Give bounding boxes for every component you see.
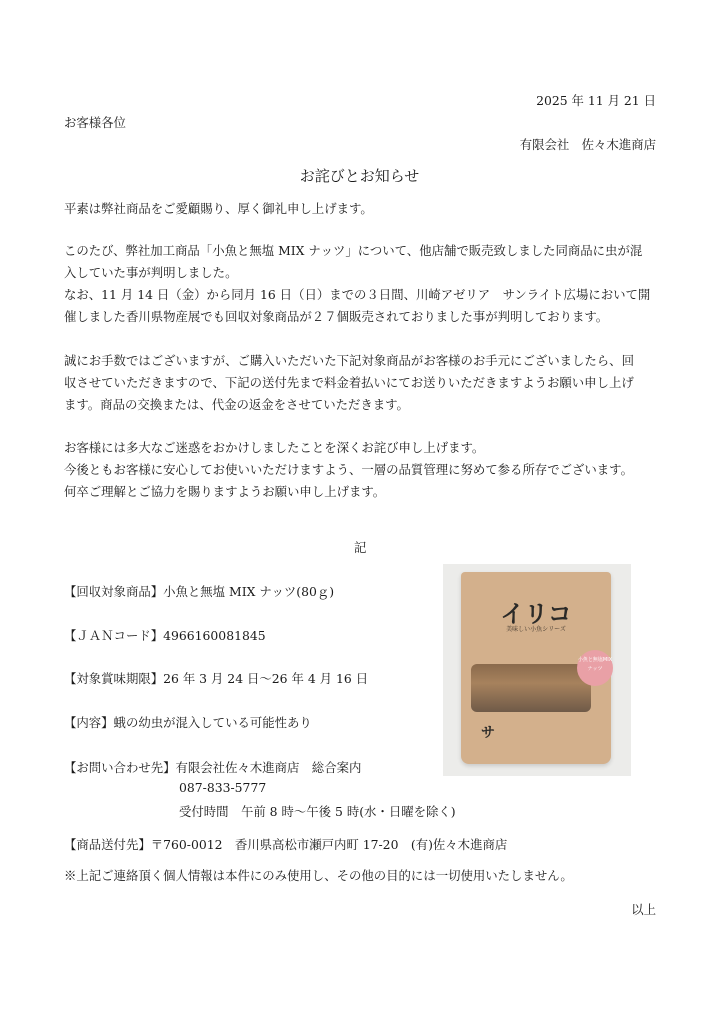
- return-request-paragraph: [64, 350, 664, 416]
- ki-heading: 記: [354, 540, 367, 555]
- paragraph-line: お客様には多大なご迷惑をおかけしましたことを深くお詫び申し上げます。: [64, 440, 485, 455]
- bag-logo: サ: [481, 725, 495, 741]
- apology-paragraph: [64, 437, 664, 503]
- recall-content: 【内容】蛾の幼虫が混入している可能性あり: [64, 715, 312, 730]
- document-title: お詫びとお知らせ: [299, 167, 420, 185]
- paragraph-line: 誠にお手数ではございますが、ご購入いただいた下記対象商品がお客様のお手元にございましたら、回: [64, 353, 634, 368]
- contact-hours: 受付時間 午前 8 時〜午後 5 時(水・日曜を除く): [179, 804, 456, 819]
- bag-subtitle: 美味しい小魚シリーズ: [506, 626, 566, 633]
- bag-window: [471, 664, 591, 712]
- closing-mark: 以上: [631, 902, 656, 917]
- recall-product: 【回収対象商品】小魚と無塩 MIX ナッツ(80ｇ): [64, 584, 335, 599]
- jan-code: 【ＪＡＮコード】4966160081845: [64, 628, 266, 643]
- product-photo: [443, 564, 631, 776]
- paragraph-line: 収させていただきますので、下記の送付先まで料金着払いにてお送りいただきますようお願い申し上げ: [64, 375, 634, 390]
- paragraph-line: このたび、弊社加工商品「小魚と無塩 MIX ナッツ」について、他店舗で販売致しました同商品に虫が混: [64, 243, 643, 258]
- greeting-line: 平素は弊社商品をご愛顧賜り、厚く御礼申し上げます。: [64, 201, 373, 216]
- greeting-paragraph: [64, 198, 664, 220]
- contact-info: 【お問い合わせ先】有限会社佐々木進商店 総合案内: [64, 760, 362, 775]
- incident-paragraph: [64, 240, 664, 328]
- paragraph-line: ます。商品の交換または、代金の返金をさせていただきます。: [64, 397, 409, 412]
- addressee: お客様各位: [64, 115, 126, 130]
- document-date: 2025 年 11 月 21 日: [536, 93, 656, 108]
- shipping-address: 【商品送付先】〒760-0012 香川県高松市瀬戸内町 17-20 (有)佐々木進商店: [64, 837, 508, 852]
- paragraph-line: なお、11 月 14 日（金）から同月 16 日（日）までの３日間、川崎アゼリア サンライト広場において開: [64, 287, 651, 302]
- paragraph-line: 入していた事が判明しました。: [64, 265, 238, 280]
- company-name: 有限会社 佐々木進商店: [519, 137, 656, 152]
- paragraph-line: 何卒ご理解とご協力を賜りますようお願い申し上げます。: [64, 484, 386, 499]
- privacy-note: ※上記ご連絡頂く個人情報は本件にのみ使用し、その他の目的には一切使用いたしません。: [64, 868, 573, 883]
- paragraph-line: 催しました香川県物産展でも回収対象商品が２７個販売されておりました事が判明しております。: [64, 309, 609, 324]
- bag-tag-badge: 小魚と無塩MIXナッツ: [577, 650, 613, 686]
- contact-phone: 087-833-5777: [179, 780, 267, 795]
- product-bag: [461, 572, 611, 764]
- paragraph-line: 今後ともお客様に安心してお使いいただけますよう、一層の品質管理に努めて参る所存でございます。: [64, 462, 633, 477]
- best-before-range: 【対象賞味期限】26 年 3 月 24 日〜26 年 4 月 16 日: [64, 671, 369, 686]
- bag-brand-label: イリコ: [500, 600, 572, 628]
